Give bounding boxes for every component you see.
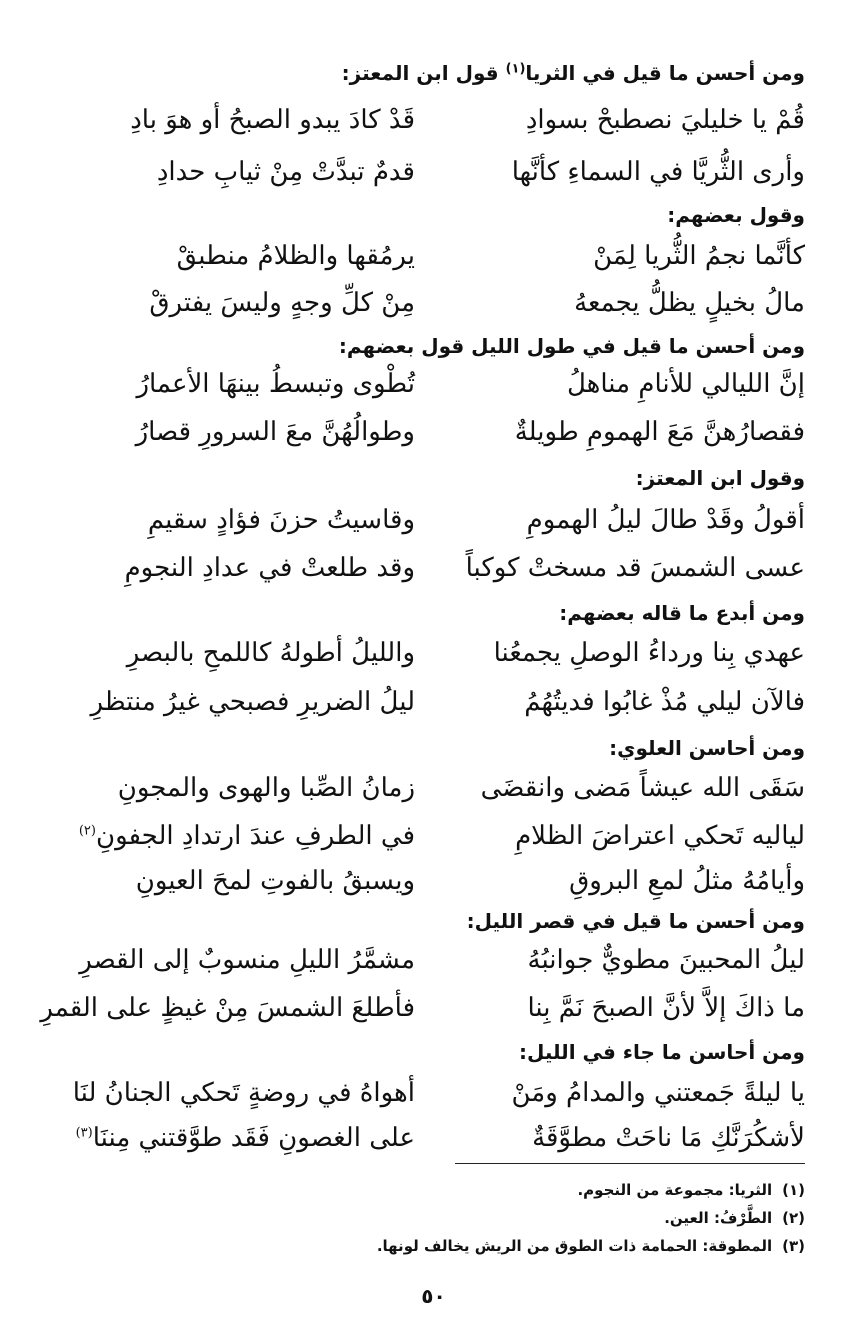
section-intro: ومن أحسن ما قيل في قصر الليل: — [466, 909, 805, 933]
verse-first-hemistich: فقصارُهنَّ مَعَ الهمومِ طويلةٌ — [514, 417, 805, 447]
verse-second-hemistich: ويسبقُ بالفوتِ لمحَ العيونِ — [135, 866, 415, 896]
footnote-number: (٣) — [782, 1237, 805, 1255]
verse-first-hemistich: ما ذاكَ إلاَّ لأنَّ الصبحَ نَمَّ بِنا — [527, 993, 805, 1023]
verse-second-hemistich — [55, 816, 415, 856]
verse-second-hemistich: والليلُ أطولهُ كاللمحِ بالبصرِ — [126, 638, 415, 668]
intro-text-continued: قول ابن المعتز: — [341, 61, 506, 85]
section-intro: ومن أحاسن ما جاء في الليل: — [519, 1040, 805, 1064]
intro-text: ومن أحسن ما قيل في الثريا — [525, 61, 805, 85]
verse-first-hemistich: سَقَى الله عيشاً مَضى وانقضَى — [480, 773, 805, 803]
section-intro: ومن أبدع ما قاله بعضهم: — [559, 601, 805, 625]
verse-second-hemistich: وطوالُهُنَّ معَ السرورِ قصارُ — [135, 417, 415, 447]
footnote — [205, 1206, 805, 1230]
verse-second-hemistich: قَدْ كادَ يبدو الصبحُ أو هوَ بادِ — [130, 105, 415, 135]
verse-first-hemistich: أقولُ وقَدْ طالَ ليلُ الهمومِ — [526, 505, 805, 535]
verse-second-hemistich: تُطْوى وتبسطُ بينهَا الأعمارُ — [136, 369, 415, 399]
footnote-number: (١) — [782, 1181, 805, 1199]
verse-first-hemistich: لياليه تَحكي اعتراضَ الظلامِ — [515, 821, 805, 851]
verse-first-hemistich: لأشكُرَنَّكِ مَا ناحَتْ مطوَّقَةٌ — [532, 1123, 805, 1153]
verse-first-hemistich: يا ليلةً جَمعتني والمدامُ ومَنْ — [511, 1078, 805, 1108]
footnote — [205, 1178, 805, 1202]
footnote-marker: (٣) — [75, 1125, 93, 1141]
hemistich-text: في الطرفِ عندَ ارتدادِ الجفونِ — [95, 821, 415, 851]
footnote-marker: (١) — [505, 61, 526, 77]
verse-first-hemistich: وأيامُهُ مثلُ لمعِ البروقِ — [569, 866, 805, 896]
verse-first-hemistich: مالُ بخيلٍ يظلُّ يجمعهُ — [574, 288, 805, 318]
verse-second-hemistich: وقاسيتُ حزنَ فؤادٍ سقيمِ — [147, 505, 415, 535]
verse-first-hemistich: إنَّ الليالي للأنامِ مناهلُ — [566, 369, 805, 399]
section-intro: وقول ابن المعتز: — [635, 466, 805, 490]
section-intro: وقول بعضهم: — [667, 203, 805, 227]
footnote-number: (٢) — [782, 1209, 805, 1227]
footnote-divider — [455, 1163, 805, 1164]
verse-first-hemistich: فالآن ليلي مُذْ غابُوا فديتُهُمُ — [524, 687, 805, 717]
footnote-text: الثريا: مجموعة من النجوم. — [577, 1181, 773, 1199]
verse-second-hemistich: ليلُ الضريرِ فصبحي غيرُ منتظرِ — [90, 687, 415, 717]
verse-second-hemistich — [55, 1118, 415, 1158]
verse-second-hemistich: أهواهُ في روضةٍ تَحكي الجنانُ لنَا — [72, 1078, 415, 1108]
footnote-text: الطَّرْفُ: العين. — [664, 1209, 773, 1227]
verse-first-hemistich: عسى الشمسَ قد مسختْ كوكباً — [465, 553, 805, 583]
section-intro: ومن أحاسن العلوي: — [609, 736, 805, 760]
hemistich-text: على الغصونِ فَقَد طوَّقتني مِننَا — [92, 1123, 415, 1153]
verse-first-hemistich: قُمْ يا خليليَ نصطبحْ بسوادِ — [525, 105, 805, 135]
page-number: ٥٠ — [421, 1284, 446, 1308]
verse-second-hemistich: يرمُقها والظلامُ منطبقْ — [176, 241, 415, 271]
verse-second-hemistich: وقد طلعتْ في عدادِ النجومِ — [124, 553, 415, 583]
verse-second-hemistich: زمانُ الصِّبا والهوى والمجونِ — [117, 773, 415, 803]
section-intro: ومن أحسن ما قيل في طول الليل قول بعضهم: — [338, 334, 805, 358]
section-intro — [205, 58, 805, 88]
footnote-marker: (٢) — [78, 823, 96, 839]
footnote — [205, 1234, 805, 1258]
verse-second-hemistich: مِنْ كلِّ وجهٍ وليسَ يفترقْ — [149, 288, 415, 318]
verse-first-hemistich: عهدي بِنا ورداءُ الوصلِ يجمعُنا — [493, 638, 805, 668]
verse-second-hemistich: قدمٌ تبدَّتْ مِنْ ثيابِ حدادِ — [156, 157, 415, 187]
verse-second-hemistich: مشمَّرُ الليلِ منسوبٌ إلى القصرِ — [79, 945, 415, 975]
verse-first-hemistich: وأرى الثُّريَّا في السماءِ كأنَّها — [511, 157, 805, 187]
verse-first-hemistich: كأنَّما نجمُ الثُّريا لِمَنْ — [593, 241, 805, 271]
footnote-text: المطوقة: الحمامة ذات الطوق من الريش يخالف لونها. — [376, 1237, 773, 1255]
verse-first-hemistich: ليلُ المحبينَ مطويٌّ جوانبُهُ — [527, 945, 805, 975]
verse-second-hemistich: فأطلعَ الشمسَ مِنْ غيظٍ على القمرِ — [40, 993, 415, 1023]
